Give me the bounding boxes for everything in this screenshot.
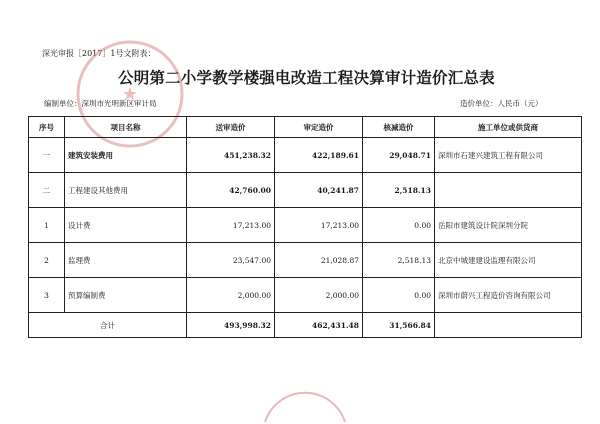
- row-reduced: 0.00: [363, 278, 435, 313]
- row-item: 设计费: [65, 208, 187, 243]
- page-title: 公明第二小学教学楼强电改造工程决算审计造价汇总表: [118, 68, 495, 87]
- row-item: 预算编制费: [65, 278, 187, 313]
- row-no: 一: [29, 138, 65, 173]
- row-no: 1: [29, 208, 65, 243]
- row-reduced: 2,518.13: [363, 173, 435, 208]
- document-reference: 深光审报［2017］1号文附表：: [42, 49, 156, 58]
- row-item: 工程建设其他费用: [65, 173, 187, 208]
- row-vendor: 岳阳市建筑设计院深圳分院: [435, 208, 582, 243]
- row-no: 2: [29, 243, 65, 278]
- row-reduced: 2,518.13: [363, 243, 435, 278]
- total-vendor-empty: [435, 313, 582, 338]
- currency-unit: 造价单位：人民币（元）: [460, 99, 543, 108]
- col-header-vendor: 施工单位或供货商: [435, 117, 582, 138]
- row-vendor: 北京中城建建设监理有限公司: [435, 243, 582, 278]
- row-submitted: 23,547.00: [187, 243, 275, 278]
- row-vendor: [435, 173, 582, 208]
- table-row: [29, 138, 582, 173]
- svg-text:★: ★: [121, 84, 139, 105]
- row-approved: 2,000.00: [275, 278, 363, 313]
- row-no: 二: [29, 173, 65, 208]
- row-approved: 40,241.87: [275, 173, 363, 208]
- table-header-row: [29, 117, 582, 138]
- col-header-item: 项目名称: [65, 117, 187, 138]
- table-row: [29, 208, 582, 243]
- row-approved: 17,213.00: [275, 208, 363, 243]
- row-submitted: 2,000.00: [187, 278, 275, 313]
- row-no: 3: [29, 278, 65, 313]
- col-header-approved: 审定造价: [275, 117, 363, 138]
- total-row: [29, 313, 582, 338]
- official-seal-bottom: [255, 382, 355, 424]
- row-item: 建筑安装费用: [65, 138, 187, 173]
- row-reduced: 0.00: [363, 208, 435, 243]
- row-vendor: 深圳市蔚兴工程造价咨询有限公司: [435, 278, 582, 313]
- total-reduced: 31,566.84: [363, 313, 435, 338]
- row-reduced: 29,048.71: [363, 138, 435, 173]
- row-submitted: 451,238.32: [187, 138, 275, 173]
- row-vendor: 深圳市石建兴建筑工程有限公司: [435, 138, 582, 173]
- col-header-submitted: 送审造价: [187, 117, 275, 138]
- col-header-reduced: 核减造价: [363, 117, 435, 138]
- audit-summary-table: [28, 116, 582, 338]
- row-submitted: 17,213.00: [187, 208, 275, 243]
- table-row: [29, 243, 582, 278]
- total-submitted: 493,998.32: [187, 313, 275, 338]
- row-item: 监理费: [65, 243, 187, 278]
- table-row: [29, 278, 582, 313]
- table-row: [29, 173, 582, 208]
- total-label: 合计: [29, 313, 187, 338]
- compiling-unit: 编制单位：深圳市光明新区审计局: [44, 99, 157, 108]
- row-submitted: 42,760.00: [187, 173, 275, 208]
- row-approved: 21,028.87: [275, 243, 363, 278]
- total-approved: 462,431.48: [275, 313, 363, 338]
- col-header-no: 序号: [29, 117, 65, 138]
- row-approved: 422,189.61: [275, 138, 363, 173]
